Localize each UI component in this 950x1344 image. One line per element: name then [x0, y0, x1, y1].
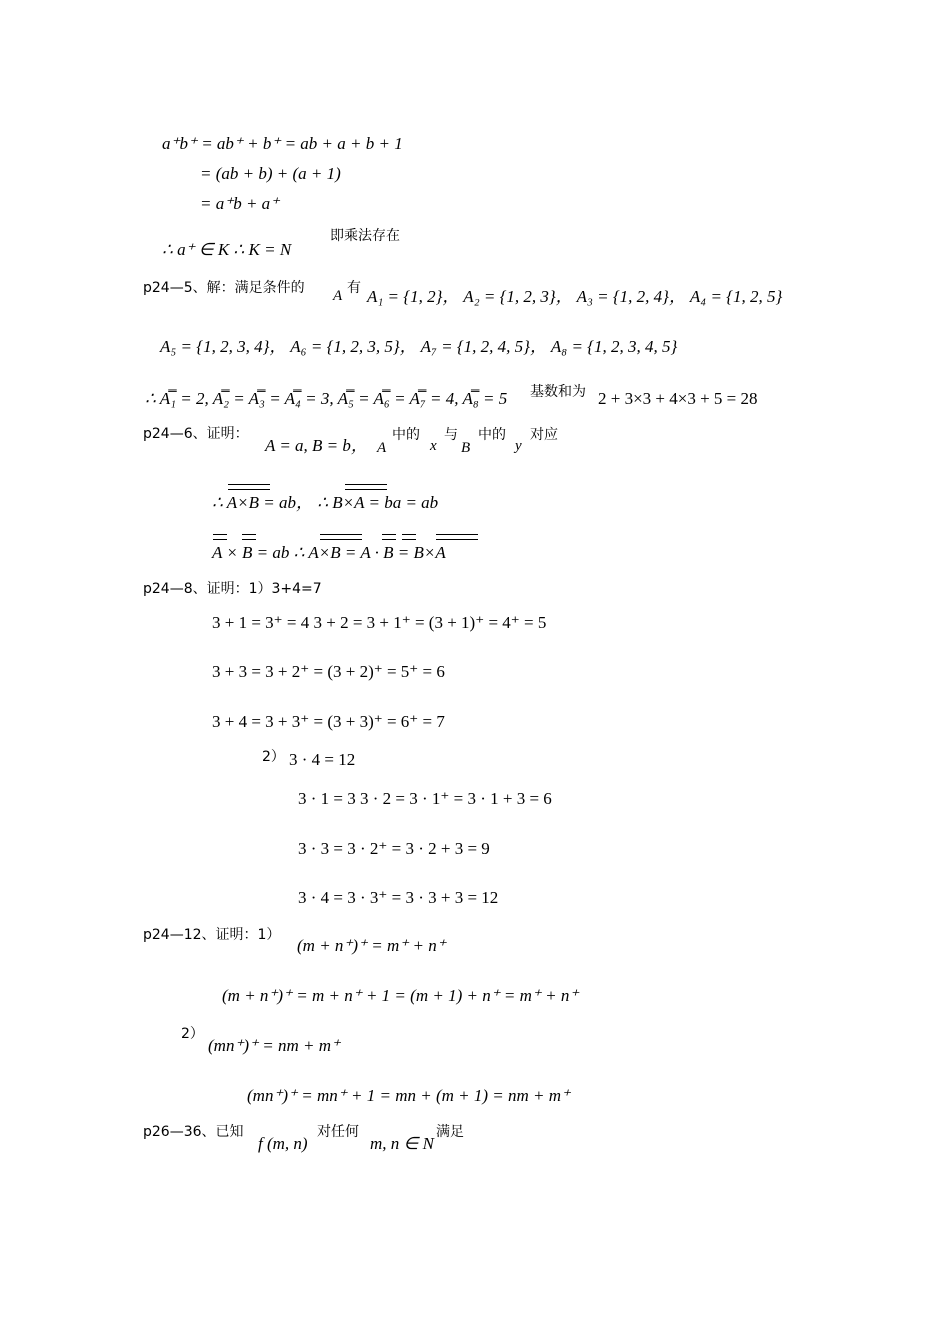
equation-line: (mn⁺)⁺ = nm + m⁺: [208, 1036, 341, 1055]
equation-line: 3 + 4 = 3 + 3⁺ = (3 + 3)⁺ = 6⁺ = 7: [212, 712, 445, 731]
overline-mark: [242, 534, 256, 540]
equation-line: A₅ = {1, 2, 3, 4}， A₆ = {1, 2, 3, 5}， A₇ = {1, 2, 4, 5}， A₈ = {1, 2, 3, 4, 5}: [160, 337, 678, 356]
equation-line: 3 + 3 = 3 + 2⁺ = (3 + 2)⁺ = 5⁺ = 6: [212, 662, 445, 681]
step-label: 2）: [181, 1026, 204, 1042]
text-note: 满足: [436, 1124, 464, 1140]
text-note: 对任何: [317, 1124, 359, 1140]
math-symbol: B: [461, 440, 471, 456]
equation-line: 2 + 3×3 + 4×3 + 5 = 28: [598, 389, 758, 408]
equation-line: A × B = ab ∴ A×B = A · B = B×A: [212, 543, 446, 562]
equation-line: (m + n⁺)⁺ = m⁺ + n⁺: [297, 936, 446, 955]
equation-line: ∴ a⁺ ∈ K ∴ K = N: [162, 240, 292, 259]
overline-mark: [228, 484, 270, 490]
equation-line: m, n ∈ N: [370, 1134, 434, 1153]
math-symbol: A: [377, 440, 387, 456]
overline-mark: [382, 534, 396, 540]
equation-line: 3 · 1 = 3 3 · 2 = 3 · 1⁺ = 3 · 1 + 3 = 6: [298, 789, 552, 808]
equation-line: = (ab + b) + (a + 1): [200, 164, 341, 183]
equation-line: f (m, n): [258, 1134, 308, 1153]
text-note: 中的: [478, 427, 506, 443]
equation-line: a⁺b⁺ = ab⁺ + b⁺ = ab + a + b + 1: [162, 134, 403, 153]
equation-line: (mn⁺)⁺ = mn⁺ + 1 = mn + (m + 1) = nm + m⁺: [247, 1086, 570, 1105]
equation-line: A₁ = {1, 2}， A₂ = {1, 2, 3}， A₃ = {1, 2, 4}， A₄ = {1, 2, 5}: [367, 287, 783, 306]
problem-label: p24—6、证明：: [143, 426, 249, 442]
overline-mark: [345, 484, 387, 490]
overline-mark: [436, 534, 478, 540]
text-note: 即乘法存在: [330, 228, 400, 244]
equation-line: (m + n⁺)⁺ = m + n⁺ + 1 = (m + 1) + n⁺ = m⁺ + n⁺: [222, 986, 579, 1005]
problem-label: p24—5、解：满足条件的: [143, 280, 305, 296]
math-symbol: y: [515, 438, 522, 454]
overline-mark: [402, 534, 416, 540]
text-note: 与: [444, 427, 458, 443]
equation-line: ∴ A×B = ab， ∴ B×A = ba = ab: [212, 493, 439, 512]
text-note: 中的: [392, 427, 420, 443]
equation-line: 3 · 4 = 12: [289, 750, 356, 769]
equation-line: 3 · 4 = 3 · 3⁺ = 3 · 3 + 3 = 12: [298, 888, 499, 907]
text-note: 基数和为: [530, 384, 586, 400]
problem-label: p24—12、证明：1）: [143, 927, 281, 943]
problem-label: p26—36、已知: [143, 1124, 244, 1140]
equation-line: ∴ A̿₁ = 2, A̿₂ = A̿₃ = A̿₄ = 3, A̿₅ = A̿₆ = A̿₇ = 4, A̿₈ = 5: [145, 389, 508, 408]
overline-mark: [320, 534, 362, 540]
overline-mark: [213, 534, 227, 540]
equation-line: 3 + 1 = 3⁺ = 4 3 + 2 = 3 + 1⁺ = (3 + 1)⁺ = 4⁺ = 5: [212, 613, 547, 632]
math-symbol: x: [430, 438, 437, 454]
text-note: 对应: [530, 427, 558, 443]
equation-line: 3 · 3 = 3 · 2⁺ = 3 · 2 + 3 = 9: [298, 839, 490, 858]
equation-line: = a⁺b + a⁺: [200, 194, 280, 213]
equation-line: A = a, B = b，: [265, 436, 368, 455]
step-label: 2）: [262, 749, 285, 765]
math-symbol: A: [333, 288, 343, 304]
text-note: 有: [347, 280, 361, 296]
problem-label: p24—8、证明：1）3+4=7: [143, 581, 322, 597]
